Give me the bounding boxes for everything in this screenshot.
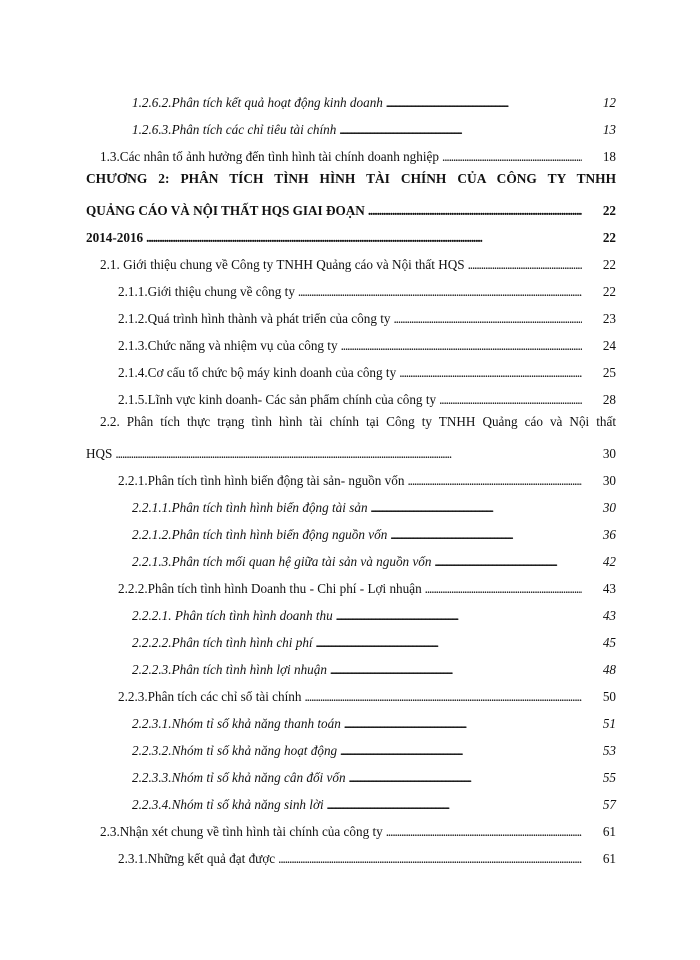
toc-group-section-2-1 [86, 246, 616, 408]
page-number: 43 [602, 608, 616, 623]
toc-entry [86, 732, 616, 759]
toc-entry-text: 2.2.2.2.Phân tích tình hình chi phí [132, 635, 313, 650]
leader-dots [386, 824, 582, 840]
page-number: 24 [602, 338, 616, 353]
page-number: 18 [602, 149, 616, 164]
leader-dots [386, 95, 582, 111]
chapter-2-period-text: 2014-2016 [86, 230, 144, 245]
toc-group-section-2-2 [86, 462, 616, 867]
toc-entry-text: 2.2.1.1.Phân tích tình hình biến động tài sản [132, 500, 368, 515]
toc-entry [86, 705, 616, 732]
leader-dots [442, 149, 582, 165]
page-number: 23 [602, 311, 616, 326]
toc-entry-text: 2.2.1.Phân tích tình hình biến động tài sản- nguồn vốn [118, 473, 405, 488]
chapter-2-heading-line3 [86, 219, 616, 246]
leader-dots [439, 392, 582, 408]
toc-entry [86, 624, 616, 651]
toc-entry [86, 840, 616, 867]
page-number: 22 [602, 257, 616, 272]
toc-entry-text: 2.1.5.Lĩnh vực kinh doanh- Các sản phẩm chính của công ty [118, 392, 437, 407]
toc-entry-text: 2.1.2.Quá trình hình thành và phát triển của công ty [118, 311, 391, 326]
page-number: 45 [602, 635, 616, 650]
leader-dots [340, 743, 582, 759]
leader-dots [393, 311, 582, 327]
toc-entry-text: 2.1.4.Cơ cấu tổ chức bộ máy kinh doanh của công ty [118, 365, 397, 380]
leader-dots [327, 797, 582, 813]
leader-dots [399, 365, 582, 381]
toc-entry [86, 111, 616, 138]
page-number: 51 [602, 716, 616, 731]
leader-dots [468, 257, 582, 273]
chapter-2-heading-line2 [86, 192, 616, 219]
leader-dots [425, 581, 582, 597]
toc-entry-text: 1.3.Các nhân tố ảnh hưởng đến tình hình tài chính doanh nghiệp [100, 149, 439, 164]
leader-dots [368, 203, 582, 219]
leader-dots [330, 662, 582, 678]
toc-entry [86, 246, 616, 273]
page-number: 57 [602, 797, 616, 812]
toc-entry [86, 84, 616, 111]
toc-entry [86, 354, 616, 381]
toc-entry-text: 2.2.1.2.Phân tích tình hình biến động nguồn vốn [132, 527, 388, 542]
toc-entry-text: 2.2.1.3.Phân tích mối quan hệ giữa tài sản và nguồn vốn [132, 554, 432, 569]
page-number: 30 [602, 473, 616, 488]
toc-group-chapter1 [86, 84, 616, 165]
page-number: 13 [602, 122, 616, 137]
leader-dots [349, 770, 582, 786]
toc-entry-text: 2.2.2.Phân tích tình hình Doanh thu - Chi phí - Lợi nhuận [118, 581, 422, 596]
toc-entry-text: 2.3.Nhận xét chung về tình hình tài chính của công ty [100, 824, 383, 839]
page-number: 22 [602, 203, 616, 218]
leader-dots [304, 689, 582, 705]
toc-entry-text: 2.3.1.Những kết quả đạt được [118, 851, 276, 866]
toc-entry-text: 2.2.3.1.Nhóm tỉ số khả năng thanh toán [132, 716, 341, 731]
page-number: 30 [602, 446, 616, 461]
page-number: 22 [602, 230, 616, 245]
toc-entry-text: HQS [86, 446, 113, 461]
toc-entry [86, 570, 616, 597]
leader-dots [390, 527, 582, 543]
leader-dots [341, 338, 582, 354]
page-number: 43 [602, 581, 616, 596]
toc-entry [86, 651, 616, 678]
page-number: 30 [602, 500, 616, 515]
toc-entry-2-2-line1: 2.2. Phân tích thực trạng tình hình tài chính tại Công ty TNHH Quảng cáo và Nội thất [100, 414, 616, 429]
toc-entry-text: 2.1. Giới thiệu chung về Công ty TNHH Quảng cáo và Nội thất HQS [100, 257, 465, 272]
page-number: 61 [602, 851, 616, 866]
chapter-2-heading-text: QUẢNG CÁO VÀ NỘI THẤT HQS GIAI ĐOẠN [86, 203, 365, 218]
toc-entry [86, 786, 616, 813]
toc-entry [86, 489, 616, 516]
toc-entry-text: 2.2.3.3.Nhóm tỉ số khả năng cân đối vốn [132, 770, 346, 785]
toc-entry [86, 327, 616, 354]
leader-dots [407, 473, 582, 489]
leader-dots [316, 635, 582, 651]
toc-entry-text: 2.2.3.Phân tích các chỉ số tài chính [118, 689, 302, 704]
leader-dots [146, 230, 582, 246]
toc-entry-text: 2.2.2.1. Phân tích tình hình doanh thu [132, 608, 333, 623]
leader-dots [339, 122, 582, 138]
toc-entry-text: 2.2.3.2.Nhóm tỉ số khả năng hoạt động [132, 743, 338, 758]
toc-entry-text: 2.1.3.Chức năng và nhiệm vụ của công ty [118, 338, 338, 353]
toc-entry [86, 381, 616, 408]
page-number: 12 [602, 95, 616, 110]
chapter-2-heading-line1: CHƯƠNG 2: PHÂN TÍCH TÌNH HÌNH TÀI CHÍNH CỦA CÔNG TY TNHH [86, 171, 616, 186]
leader-dots [298, 284, 582, 300]
page-number: 50 [602, 689, 616, 704]
table-of-contents [86, 84, 616, 867]
page-number: 25 [602, 365, 616, 380]
toc-entry [86, 138, 616, 165]
toc-entry [86, 543, 616, 570]
toc-entry [86, 813, 616, 840]
toc-entry-text: 2.2.3.4.Nhóm tỉ số khả năng sinh lời [132, 797, 324, 812]
toc-entry-text: 2.1.1.Giới thiệu chung về công ty [118, 284, 295, 299]
page-number: 42 [602, 554, 616, 569]
toc-entry-text: 1.2.6.2.Phân tích kết quả hoạt động kinh doanh [132, 95, 383, 110]
page-number: 53 [602, 743, 616, 758]
leader-dots [371, 500, 582, 516]
toc-entry-text: 1.2.6.3.Phân tích các chỉ tiêu tài chính [132, 122, 337, 137]
toc-entry [86, 300, 616, 327]
toc-entry-text: 2.2.2.3.Phân tích tình hình lợi nhuận [132, 662, 327, 677]
page-number: 28 [602, 392, 616, 407]
page-number: 22 [602, 284, 616, 299]
page-number: 36 [602, 527, 616, 542]
toc-entry [86, 597, 616, 624]
page-number: 61 [602, 824, 616, 839]
toc-entry [86, 516, 616, 543]
leader-dots [435, 554, 583, 570]
toc-entry-2-2-line2 [86, 435, 616, 462]
toc-entry [86, 273, 616, 300]
toc-entry [86, 678, 616, 705]
leader-dots [115, 446, 582, 462]
page-number: 48 [602, 662, 616, 677]
leader-dots [336, 608, 582, 624]
page-number: 55 [602, 770, 616, 785]
toc-entry [86, 759, 616, 786]
toc-entry [86, 462, 616, 489]
leader-dots [344, 716, 582, 732]
leader-dots [278, 851, 582, 867]
